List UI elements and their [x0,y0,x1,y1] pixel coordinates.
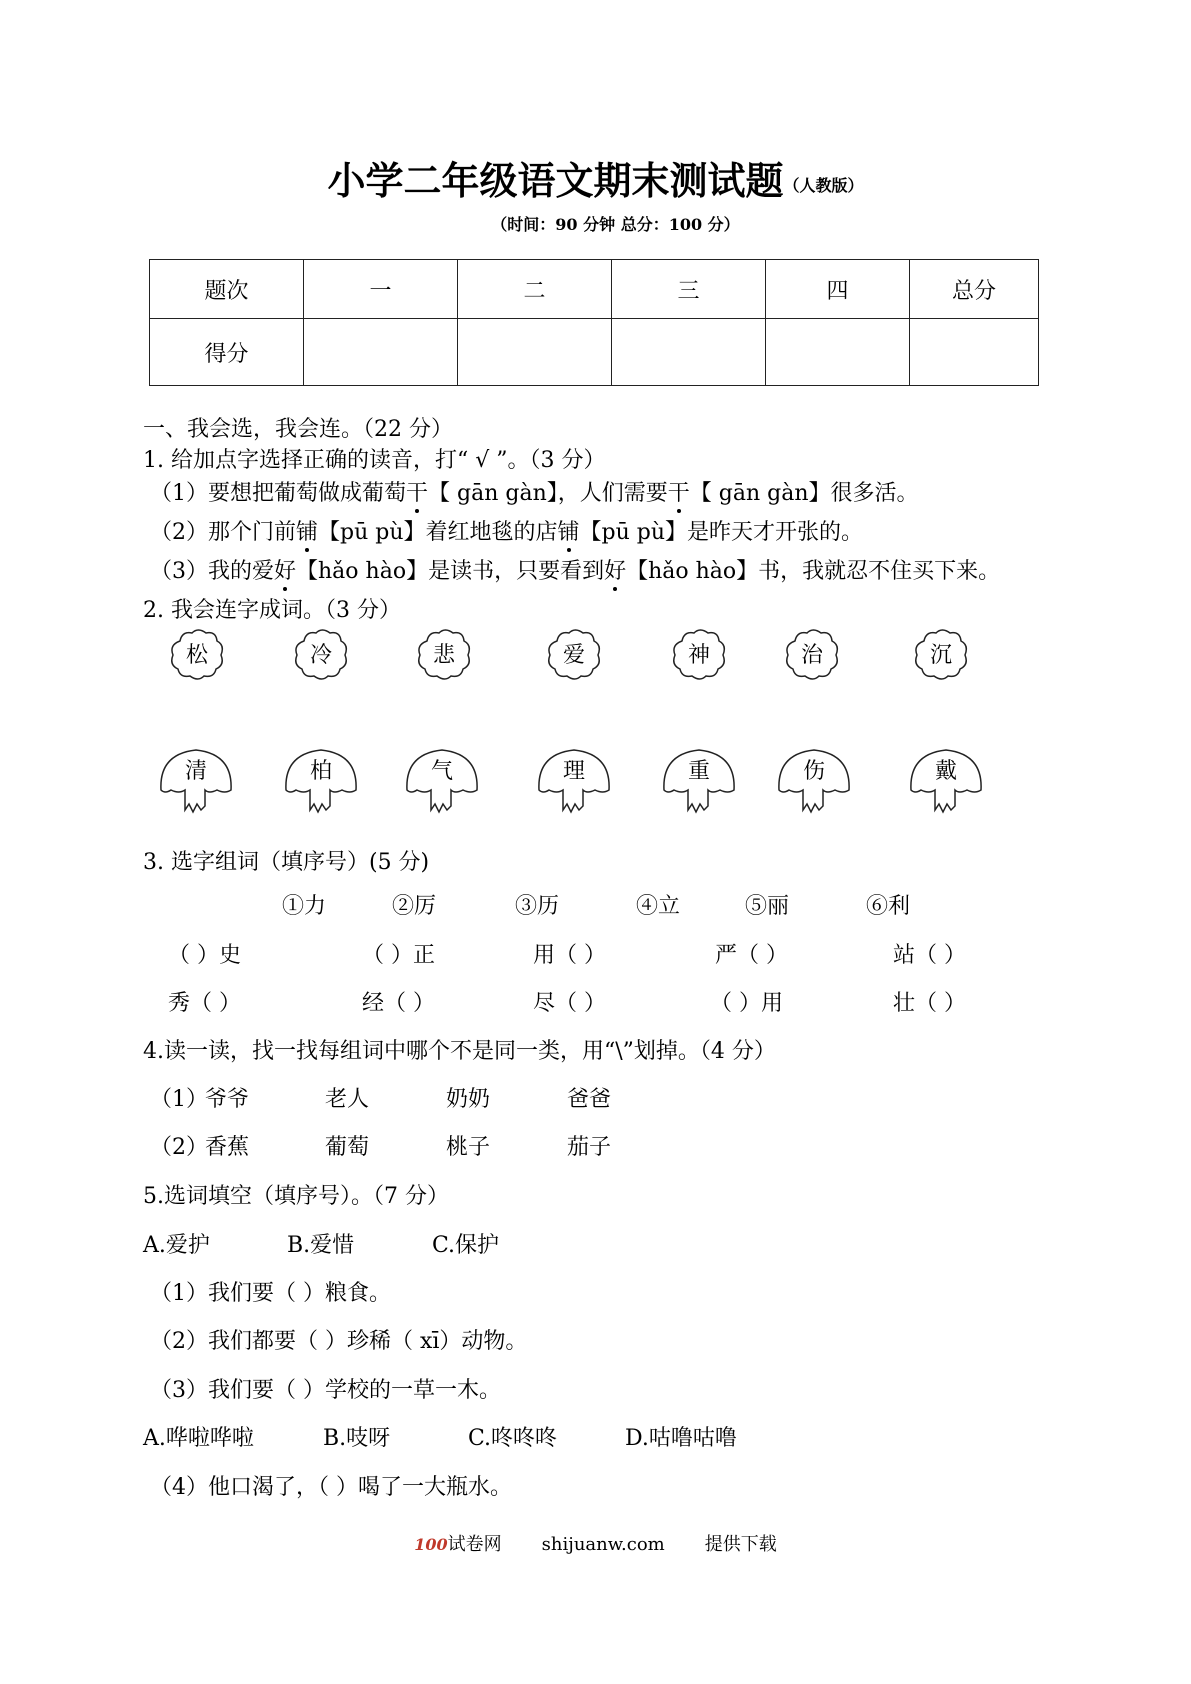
q5-option: D.咕噜咕噜 [625,1426,737,1451]
cloud-char[interactable]: 冷 [292,627,350,681]
page-title [0,150,1191,205]
mushroom-char[interactable]: 柏 [282,746,360,818]
q5-title: 5.选词填空（填序号）。（7 分） [143,1184,449,1209]
q3-option: ⑥利 [866,894,911,919]
q1-title: 1. 给加点字选择正确的读音，打“ √ ”。（3 分） [143,448,606,473]
score-table [149,259,1039,386]
q5-option: C.咚咚咚 [468,1426,558,1451]
q3-option: ①力 [282,894,327,919]
q3-blank[interactable]: 秀（ ） [168,991,241,1016]
q4-word[interactable]: 茄子 [567,1135,612,1160]
q4-title: 4.读一读，找一找每组词中哪个不是同一类，用“\”划掉。（4 分） [143,1039,776,1064]
q3-option: ②厉 [392,894,437,919]
q5-item[interactable]: （4）他口渴了，（ ）喝了一大瓶水。 [150,1475,512,1500]
site-logo: 100 [414,1535,448,1554]
q3-blank[interactable]: 用（ ） [533,943,606,968]
q5-item[interactable]: （2）我们都要（ ）珍稀（ xī）动物。 [150,1329,528,1354]
mushroom-char[interactable]: 伤 [775,746,853,818]
cloud-char[interactable]: 治 [783,627,841,681]
q4-word[interactable]: 爸爸 [567,1087,612,1112]
page-footer [0,1530,1191,1556]
header-cell: 四 [766,260,910,319]
site-name: 试卷网 [447,1534,502,1555]
q3-blank[interactable]: （ ）正 [362,943,435,968]
q4-word[interactable]: 葡萄 [325,1135,370,1160]
q5-item[interactable]: （3）我们要（ ）学校的一草一木。 [150,1378,501,1403]
q3-option: ③历 [515,894,560,919]
mushroom-char[interactable]: 理 [535,746,613,818]
header-cell: 题次 [150,260,304,319]
cloud-char[interactable]: 沉 [912,627,970,681]
mushroom-char[interactable]: 戴 [907,746,985,818]
q1-item: （3）我的爱好【hǎo hào】是读书，只要看到好【hǎo hào】书，我就忍不住买下来。 [150,559,1001,584]
row-label: 得分 [150,319,304,386]
q1-item: （2）那个门前铺【pū pù】着红地毯的店铺【pū pù】是昨天才开张的。 [150,520,864,545]
q5-option: A.哗啦哗啦 [143,1426,254,1451]
title-main: 小学二年级语文期末测试题 [327,158,784,203]
q4-word[interactable]: 桃子 [446,1135,491,1160]
q4-group-label: （2） [150,1135,208,1160]
q5-option: C.保护 [432,1233,500,1258]
q3-blank[interactable]: （ ）用 [710,991,783,1016]
q5-option: B.吱呀 [323,1426,391,1451]
mushroom-char[interactable]: 清 [157,746,235,818]
q3-blank[interactable]: 尽（ ） [533,991,606,1016]
cloud-char[interactable]: 神 [670,627,728,681]
score-cell[interactable] [766,319,910,386]
q4-word[interactable]: 爷爷 [205,1087,250,1112]
q3-title: 3. 选字组词（填序号）(5 分) [143,850,430,875]
section-heading: 一、我会选，我会连。（22 分） [143,417,453,442]
header-cell: 三 [612,260,766,319]
q5-option: A.爱护 [143,1233,210,1258]
score-cell[interactable] [304,319,458,386]
q3-blank[interactable]: 严（ ） [715,943,788,968]
cloud-char[interactable]: 松 [168,627,226,681]
q1-item: （1）要想把葡萄做成葡萄干【 gān gàn】，人们需要干【 gān gàn】很多活。 [150,481,919,506]
q4-word[interactable]: 香蕉 [205,1135,250,1160]
q2-title: 2. 我会连字成词。（3 分） [143,598,401,623]
header-cell: 总分 [910,260,1039,319]
header-cell: 一 [304,260,458,319]
header-cell: 二 [458,260,612,319]
q5-option: B.爱惜 [287,1233,355,1258]
mushroom-char[interactable]: 气 [403,746,481,818]
q3-blank[interactable]: 站（ ） [893,943,966,968]
footer-note: 提供下载 [704,1534,777,1555]
q4-word[interactable]: 老人 [325,1087,370,1112]
mushroom-char[interactable]: 重 [660,746,738,818]
site-domain[interactable]: shijuanw.com [541,1534,665,1555]
q4-word[interactable]: 奶奶 [446,1087,491,1112]
cloud-char[interactable]: 爱 [545,627,603,681]
exam-info: （时间：90 分钟 总分：100 分） [491,215,740,234]
q3-blank[interactable]: （ ）史 [168,943,241,968]
q3-option: ④立 [636,894,681,919]
q3-option: ⑤丽 [745,894,790,919]
score-cell[interactable] [458,319,612,386]
q4-group-label: （1） [150,1087,208,1112]
title-edition: （人教版） [783,176,864,195]
q3-blank[interactable]: 经（ ） [362,991,435,1016]
q5-item[interactable]: （1）我们要（ ）粮食。 [150,1281,391,1306]
score-cell[interactable] [612,319,766,386]
score-cell[interactable] [910,319,1039,386]
q3-blank[interactable]: 壮（ ） [893,991,966,1016]
cloud-char[interactable]: 悲 [415,627,473,681]
